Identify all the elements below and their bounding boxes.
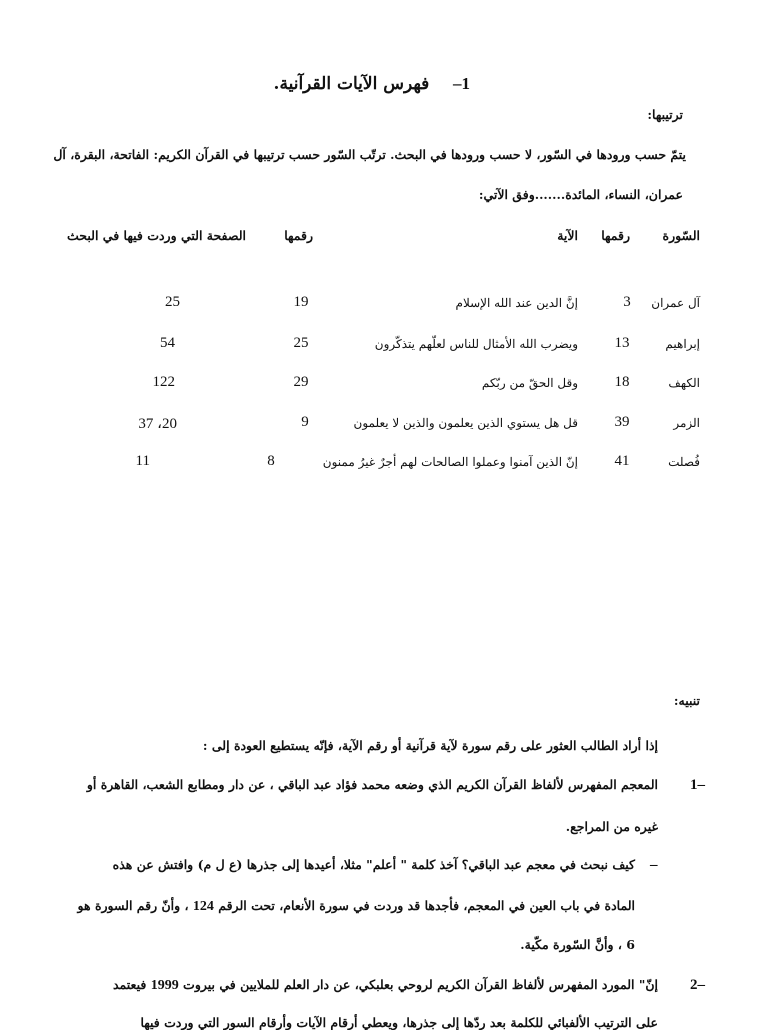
ordering-heading: ترتيبها:	[647, 107, 683, 122]
table-cell-ayah-number: 25	[293, 335, 309, 351]
table-cell-page: 20، 37	[138, 416, 177, 432]
table-cell-surah-number: 39	[614, 414, 630, 430]
note-intro: إذا أراد الطالب العثور على رقم سورة لآية قرآنية أو رقم الآية، فإنّه يستطيع العودة إلى :	[202, 738, 658, 753]
header-ayah-number: رقمها	[284, 228, 313, 243]
item-1-line-1: المعجم المفهرس لألفاظ القرآن الكريم الذي وضعه محمد فؤاد عبد الباقي ، عن دار ومطابع الشعب، القاهرة أو	[86, 777, 658, 792]
page-title	[0, 74, 470, 94]
intro-line-2: عمران، النساء، المائدة.......وفق الآتي:	[478, 187, 683, 202]
table-cell-ayah-number: 8	[267, 453, 275, 469]
table-cell-surah: فُصلت	[668, 455, 700, 469]
table-cell-surah-number: 3	[623, 294, 631, 310]
table-cell-surah-number: 41	[614, 453, 630, 469]
table-cell-ayah: قل هل يستوي الذين يعلمون والذين لا يعلمون	[353, 416, 578, 430]
intro-line-1: يتمّ حسب ورودها في السّور، لا حسب ورودها في البحث. ترتّب السّور حسب ترتيبها في القرآن الكريم: الفاتحة، البقرة، آل	[53, 147, 686, 162]
sub-item-line-2: المادة في باب العين في المعجم، فأجدها قد وردت في سورة الأنعام، تحت الرقم 124 ، وأنّ رقم السورة هو	[77, 898, 635, 914]
table-cell-ayah: إنّ الذين آمنوا وعملوا الصالحات لهم أجرٌ غيرُ ممنون	[322, 455, 578, 469]
header-surah: السّورة	[662, 228, 700, 243]
table-cell-surah: إبراهيم	[665, 337, 700, 351]
table-cell-surah-number: 13	[614, 335, 630, 351]
table-cell-page: 25	[165, 294, 180, 310]
item-1-line-2: غيره من المراجع.	[565, 819, 658, 834]
sub-item-line-1: كيف نبحث في معجم عبد الباقي؟ آخذ كلمة " أعلم" مثلا، أعيدها إلى جذرها (ع ل م) وافتش عن هذه	[112, 857, 635, 872]
list-marker: 1–	[690, 777, 705, 793]
table-cell-ayah: ويضرب الله الأمثال للناس لعلّهم يتذكّرون	[374, 337, 578, 351]
table-cell-ayah-number: 19	[293, 294, 309, 310]
table-cell-surah: آل عمران	[651, 296, 700, 310]
title-number: 1–	[453, 74, 470, 93]
table-cell-ayah: إنَّ الدين عند الله الإسلام	[455, 296, 578, 310]
table-cell-surah: الزمر	[673, 416, 700, 430]
table-cell-ayah-number: 29	[293, 374, 309, 390]
table-cell-ayah: وقل الحقّ من ربّكم	[481, 376, 578, 390]
table-cell-page: 11	[135, 453, 150, 469]
note-heading: تنبيه:	[673, 693, 700, 708]
header-surah-number: رقمها	[601, 228, 630, 243]
title-text: فهرس الآيات القرآنية.	[273, 74, 430, 94]
header-ayah: الآية	[557, 228, 578, 243]
header-page: الصفحة التي وردت فيها في البحث	[67, 228, 246, 243]
item-2-line-2: على الترتيب الألفبائي للكلمة بعد ردّها إلى جذرها، ويعطي أرقام الآيات وأرقام السور التي وردت فيها	[140, 1015, 658, 1030]
list-marker: 2–	[690, 977, 705, 993]
table-cell-surah-number: 18	[614, 374, 630, 390]
table-cell-page: 122	[152, 374, 175, 390]
item-2-line-1: إنّ" المورد المفهرس لألفاظ القرآن الكريم لروحي بعلبكي، عن دار العلم للملايين في بيروت 1999 فيعتمد	[112, 977, 658, 993]
sub-item-line-3: 6 ، وأنَّ السّورة مكّية.	[520, 937, 635, 952]
table-cell-surah: الكهف	[668, 376, 700, 390]
list-marker: –	[650, 857, 658, 873]
table-cell-ayah-number: 9	[301, 414, 309, 430]
table-cell-page: 54	[160, 335, 175, 351]
